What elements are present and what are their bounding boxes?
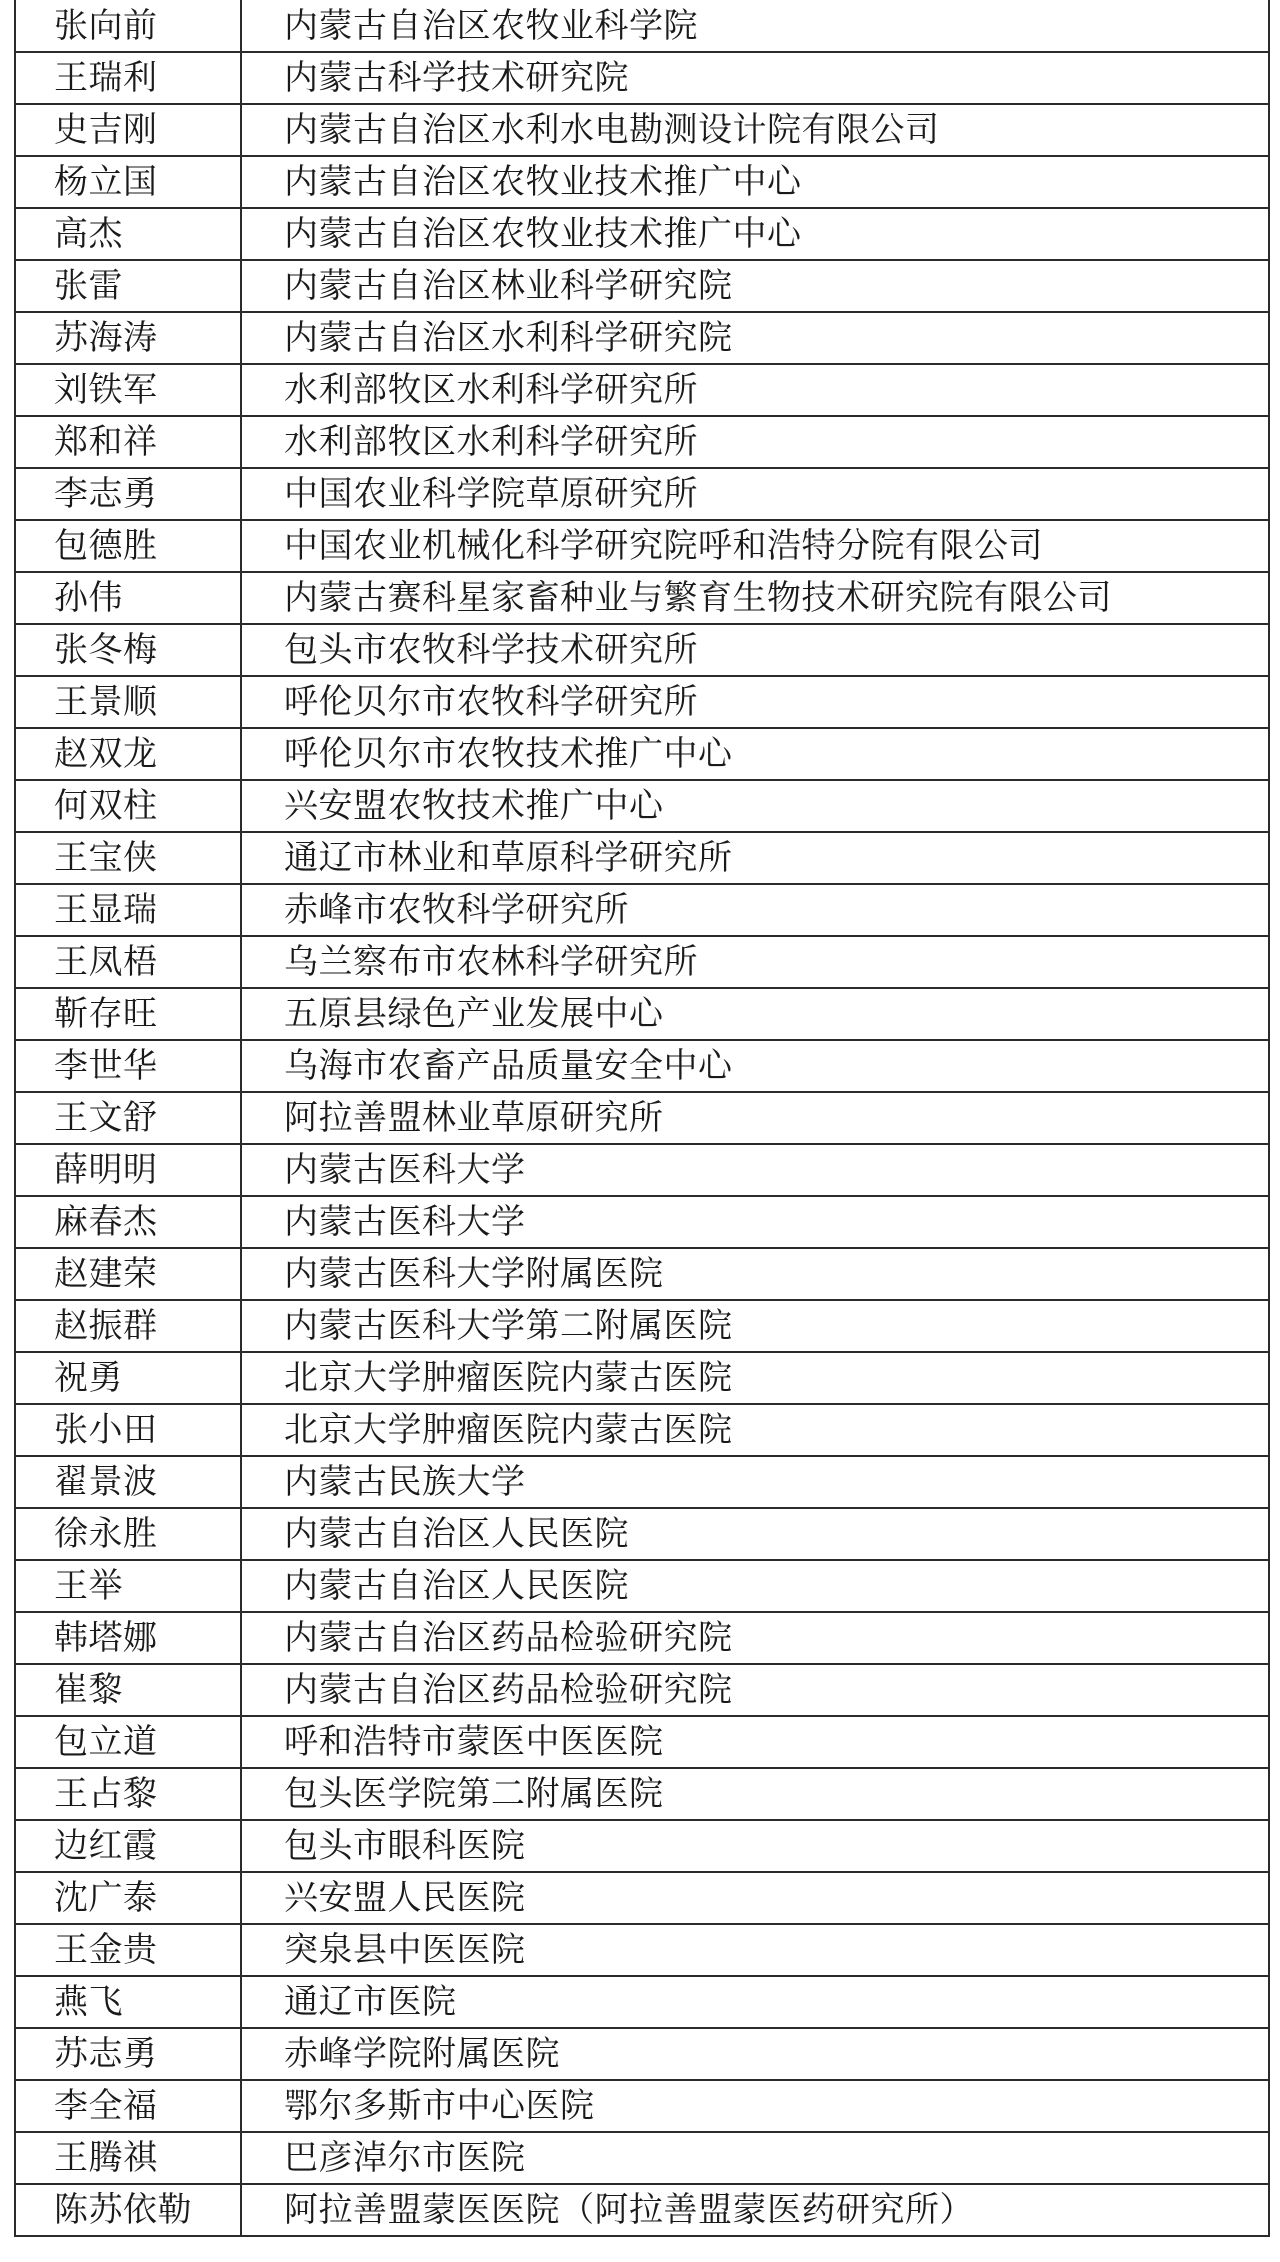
table-row	[15, 520, 1269, 572]
table-row	[15, 2132, 1269, 2184]
roster-sheet	[14, 0, 1268, 2260]
organization-cell: 兴安盟农牧技术推广中心	[241, 780, 1269, 832]
organization-cell: 内蒙古自治区水利科学研究院	[241, 312, 1269, 364]
person-name-cell: 燕飞	[15, 1976, 241, 2028]
person-name-cell: 王凤梧	[15, 936, 241, 988]
organization-cell: 包头市农牧科学技术研究所	[241, 624, 1269, 676]
person-name-cell: 薛明明	[15, 1144, 241, 1196]
person-name-cell: 王宝侠	[15, 832, 241, 884]
organization-cell: 五原县绿色产业发展中心	[241, 988, 1269, 1040]
person-name-cell: 李志勇	[15, 468, 241, 520]
table-row	[15, 572, 1269, 624]
table-row	[15, 1352, 1269, 1404]
person-name-cell: 苏志勇	[15, 2028, 241, 2080]
person-name-cell: 祝勇	[15, 1352, 241, 1404]
person-name-cell: 王腾祺	[15, 2132, 241, 2184]
person-name-cell: 沈广泰	[15, 1872, 241, 1924]
person-name-cell: 高杰	[15, 208, 241, 260]
organization-cell: 内蒙古医科大学	[241, 1144, 1269, 1196]
roster-body	[15, 0, 1269, 2236]
table-row	[15, 1508, 1269, 1560]
person-name-cell: 靳存旺	[15, 988, 241, 1040]
table-row	[15, 104, 1269, 156]
organization-cell: 内蒙古医科大学第二附属医院	[241, 1300, 1269, 1352]
table-row	[15, 1768, 1269, 1820]
person-name-cell: 包立道	[15, 1716, 241, 1768]
person-name-cell: 徐永胜	[15, 1508, 241, 1560]
person-name-cell: 包德胜	[15, 520, 241, 572]
table-row	[15, 1144, 1269, 1196]
table-row	[15, 1404, 1269, 1456]
person-name-cell: 刘铁军	[15, 364, 241, 416]
person-name-cell: 王举	[15, 1560, 241, 1612]
organization-cell: 内蒙古医科大学附属医院	[241, 1248, 1269, 1300]
organization-cell: 通辽市医院	[241, 1976, 1269, 2028]
person-name-cell: 张向前	[15, 0, 241, 52]
organization-cell: 水利部牧区水利科学研究所	[241, 416, 1269, 468]
organization-cell: 内蒙古自治区林业科学研究院	[241, 260, 1269, 312]
table-row	[15, 1248, 1269, 1300]
organization-cell: 通辽市林业和草原科学研究所	[241, 832, 1269, 884]
table-row	[15, 1560, 1269, 1612]
person-name-cell: 王占黎	[15, 1768, 241, 1820]
table-row	[15, 260, 1269, 312]
person-name-cell: 张冬梅	[15, 624, 241, 676]
organization-cell: 赤峰学院附属医院	[241, 2028, 1269, 2080]
person-name-cell: 翟景波	[15, 1456, 241, 1508]
organization-cell: 中国农业科学院草原研究所	[241, 468, 1269, 520]
person-name-cell: 史吉刚	[15, 104, 241, 156]
table-row	[15, 884, 1269, 936]
person-name-cell: 王瑞利	[15, 52, 241, 104]
person-name-cell: 王金贵	[15, 1924, 241, 1976]
person-name-cell: 王文舒	[15, 1092, 241, 1144]
table-row	[15, 208, 1269, 260]
table-row	[15, 1924, 1269, 1976]
table-row	[15, 1820, 1269, 1872]
organization-cell: 巴彦淖尔市医院	[241, 2132, 1269, 2184]
organization-cell: 内蒙古科学技术研究院	[241, 52, 1269, 104]
organization-cell: 内蒙古医科大学	[241, 1196, 1269, 1248]
organization-cell: 内蒙古民族大学	[241, 1456, 1269, 1508]
person-name-cell: 何双柱	[15, 780, 241, 832]
person-name-cell: 陈苏依勒	[15, 2184, 241, 2236]
person-name-cell: 孙伟	[15, 572, 241, 624]
table-row	[15, 676, 1269, 728]
table-row	[15, 364, 1269, 416]
organization-cell: 兴安盟人民医院	[241, 1872, 1269, 1924]
person-name-cell: 王景顺	[15, 676, 241, 728]
table-row	[15, 0, 1269, 52]
organization-cell: 呼伦贝尔市农牧技术推广中心	[241, 728, 1269, 780]
organization-cell: 内蒙古自治区水利水电勘测设计院有限公司	[241, 104, 1269, 156]
person-name-cell: 李世华	[15, 1040, 241, 1092]
table-row	[15, 1872, 1269, 1924]
roster-table	[14, 0, 1270, 2237]
table-row	[15, 468, 1269, 520]
table-row	[15, 312, 1269, 364]
table-row	[15, 1716, 1269, 1768]
table-row	[15, 2080, 1269, 2132]
person-name-cell: 崔黎	[15, 1664, 241, 1716]
table-row	[15, 1300, 1269, 1352]
person-name-cell: 赵振群	[15, 1300, 241, 1352]
table-row	[15, 1664, 1269, 1716]
organization-cell: 呼和浩特市蒙医中医医院	[241, 1716, 1269, 1768]
table-row	[15, 416, 1269, 468]
organization-cell: 中国农业机械化科学研究院呼和浩特分院有限公司	[241, 520, 1269, 572]
organization-cell: 鄂尔多斯市中心医院	[241, 2080, 1269, 2132]
organization-cell: 内蒙古自治区农牧业技术推广中心	[241, 156, 1269, 208]
person-name-cell: 张小田	[15, 1404, 241, 1456]
organization-cell: 北京大学肿瘤医院内蒙古医院	[241, 1404, 1269, 1456]
table-row	[15, 2028, 1269, 2080]
person-name-cell: 赵建荣	[15, 1248, 241, 1300]
table-row	[15, 1976, 1269, 2028]
table-row	[15, 624, 1269, 676]
organization-cell: 内蒙古自治区人民医院	[241, 1560, 1269, 1612]
organization-cell: 内蒙古自治区农牧业技术推广中心	[241, 208, 1269, 260]
person-name-cell: 赵双龙	[15, 728, 241, 780]
table-row	[15, 52, 1269, 104]
organization-cell: 赤峰市农牧科学研究所	[241, 884, 1269, 936]
table-row	[15, 156, 1269, 208]
person-name-cell: 苏海涛	[15, 312, 241, 364]
person-name-cell: 张雷	[15, 260, 241, 312]
organization-cell: 阿拉善盟林业草原研究所	[241, 1092, 1269, 1144]
organization-cell: 包头医学院第二附属医院	[241, 1768, 1269, 1820]
person-name-cell: 韩塔娜	[15, 1612, 241, 1664]
table-row	[15, 832, 1269, 884]
organization-cell: 内蒙古赛科星家畜种业与繁育生物技术研究院有限公司	[241, 572, 1269, 624]
table-row	[15, 1612, 1269, 1664]
organization-cell: 北京大学肿瘤医院内蒙古医院	[241, 1352, 1269, 1404]
organization-cell: 内蒙古自治区药品检验研究院	[241, 1664, 1269, 1716]
organization-cell: 内蒙古自治区农牧业科学院	[241, 0, 1269, 52]
table-row	[15, 1040, 1269, 1092]
person-name-cell: 王显瑞	[15, 884, 241, 936]
table-row	[15, 2184, 1269, 2236]
organization-cell: 内蒙古自治区药品检验研究院	[241, 1612, 1269, 1664]
organization-cell: 包头市眼科医院	[241, 1820, 1269, 1872]
table-row	[15, 728, 1269, 780]
table-row	[15, 1456, 1269, 1508]
person-name-cell: 麻春杰	[15, 1196, 241, 1248]
organization-cell: 内蒙古自治区人民医院	[241, 1508, 1269, 1560]
organization-cell: 突泉县中医医院	[241, 1924, 1269, 1976]
table-row	[15, 1092, 1269, 1144]
organization-cell: 乌兰察布市农林科学研究所	[241, 936, 1269, 988]
organization-cell: 水利部牧区水利科学研究所	[241, 364, 1269, 416]
organization-cell: 阿拉善盟蒙医医院（阿拉善盟蒙医药研究所）	[241, 2184, 1269, 2236]
person-name-cell: 边红霞	[15, 1820, 241, 1872]
table-row	[15, 780, 1269, 832]
person-name-cell: 李全福	[15, 2080, 241, 2132]
person-name-cell: 郑和祥	[15, 416, 241, 468]
table-row	[15, 988, 1269, 1040]
person-name-cell: 杨立国	[15, 156, 241, 208]
table-row	[15, 1196, 1269, 1248]
organization-cell: 呼伦贝尔市农牧科学研究所	[241, 676, 1269, 728]
organization-cell: 乌海市农畜产品质量安全中心	[241, 1040, 1269, 1092]
table-row	[15, 936, 1269, 988]
